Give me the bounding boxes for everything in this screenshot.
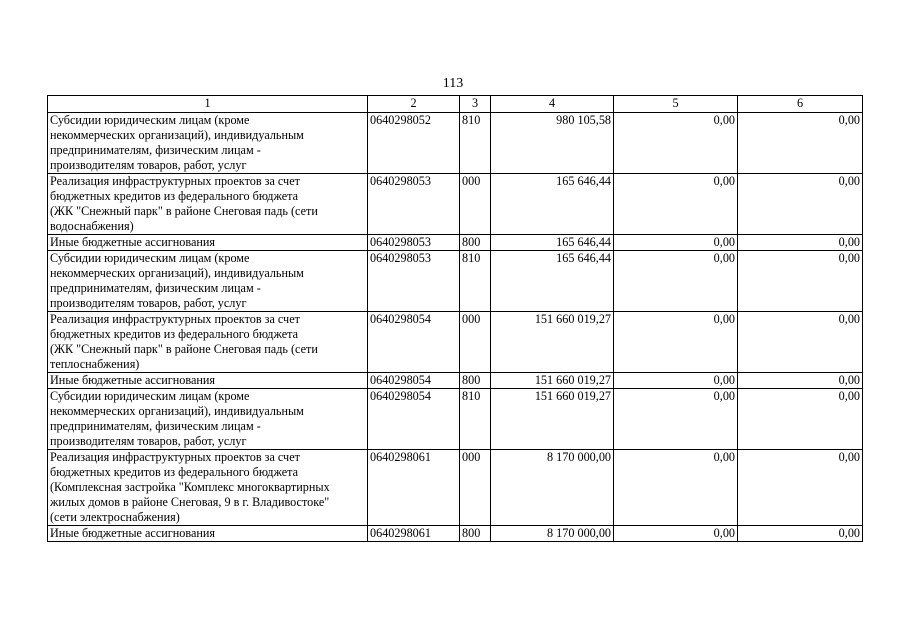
item-name-cell bbox=[48, 450, 368, 526]
item-name-line: некоммерческих организаций), индивидуальным bbox=[50, 128, 304, 142]
amount-col4-cell: 8 170 000,00 bbox=[491, 450, 614, 526]
item-name-line: (сети электроснабжения) bbox=[50, 510, 180, 524]
column-header: 4 bbox=[491, 96, 614, 113]
item-name-cell bbox=[48, 526, 368, 542]
amount-col4-cell: 165 646,44 bbox=[491, 251, 614, 312]
program-code-cell: 0640298061 bbox=[368, 526, 460, 542]
amount-col4-cell: 151 660 019,27 bbox=[491, 389, 614, 450]
column-header: 6 bbox=[738, 96, 863, 113]
amount-col5-cell: 0,00 bbox=[614, 373, 738, 389]
item-name-line: Иные бюджетные ассигнования bbox=[50, 373, 216, 387]
budget-table bbox=[47, 95, 863, 542]
amount-col6-cell: 0,00 bbox=[738, 526, 863, 542]
expense-type-cell: 000 bbox=[460, 312, 491, 373]
item-name-line: Иные бюджетные ассигнования bbox=[50, 235, 216, 249]
program-code-cell: 0640298054 bbox=[368, 312, 460, 373]
amount-col5-cell: 0,00 bbox=[614, 389, 738, 450]
amount-col4-cell: 8 170 000,00 bbox=[491, 526, 614, 542]
amount-col4-cell: 980 105,58 bbox=[491, 113, 614, 174]
amount-col5-cell: 0,00 bbox=[614, 450, 738, 526]
header-row bbox=[48, 96, 863, 113]
amount-col4-cell: 165 646,44 bbox=[491, 235, 614, 251]
amount-col6-cell: 0,00 bbox=[738, 251, 863, 312]
table-row bbox=[48, 450, 863, 526]
item-name-line: бюджетных кредитов из федерального бюджета bbox=[50, 465, 299, 479]
item-name-line: производителям товаров, работ, услуг bbox=[50, 296, 247, 310]
item-name-cell bbox=[48, 373, 368, 389]
program-code-cell: 0640298053 bbox=[368, 251, 460, 312]
item-name-line: предпринимателям, физическим лицам - bbox=[50, 419, 261, 433]
program-code-cell: 0640298053 bbox=[368, 235, 460, 251]
expense-type-cell: 810 bbox=[460, 389, 491, 450]
amount-col5-cell: 0,00 bbox=[614, 526, 738, 542]
item-name-line: Реализация инфраструктурных проектов за счет bbox=[50, 450, 300, 464]
expense-type-cell: 800 bbox=[460, 235, 491, 251]
amount-col4-cell: 151 660 019,27 bbox=[491, 312, 614, 373]
expense-type-cell: 800 bbox=[460, 373, 491, 389]
item-name-line: предпринимателям, физическим лицам - bbox=[50, 143, 261, 157]
column-header: 1 bbox=[48, 96, 368, 113]
table-row bbox=[48, 373, 863, 389]
amount-col6-cell: 0,00 bbox=[738, 312, 863, 373]
amount-col6-cell: 0,00 bbox=[738, 389, 863, 450]
table-row bbox=[48, 235, 863, 251]
table-row bbox=[48, 113, 863, 174]
program-code-cell: 0640298052 bbox=[368, 113, 460, 174]
expense-type-cell: 810 bbox=[460, 113, 491, 174]
program-code-cell: 0640298054 bbox=[368, 389, 460, 450]
expense-type-cell: 000 bbox=[460, 174, 491, 235]
amount-col6-cell: 0,00 bbox=[738, 174, 863, 235]
item-name-line: некоммерческих организаций), индивидуальным bbox=[50, 404, 304, 418]
column-header: 2 bbox=[368, 96, 460, 113]
table-row bbox=[48, 389, 863, 450]
amount-col6-cell: 0,00 bbox=[738, 235, 863, 251]
item-name-line: Субсидии юридическим лицам (кроме bbox=[50, 389, 250, 403]
table-row bbox=[48, 526, 863, 542]
amount-col5-cell: 0,00 bbox=[614, 312, 738, 373]
amount-col6-cell: 0,00 bbox=[738, 373, 863, 389]
item-name-line: бюджетных кредитов из федерального бюджета bbox=[50, 189, 299, 203]
program-code-cell: 0640298054 bbox=[368, 373, 460, 389]
table-row bbox=[48, 312, 863, 373]
amount-col4-cell: 151 660 019,27 bbox=[491, 373, 614, 389]
item-name-line: теплоснабжения) bbox=[50, 357, 140, 371]
item-name-cell bbox=[48, 113, 368, 174]
item-name-cell bbox=[48, 251, 368, 312]
item-name-cell bbox=[48, 389, 368, 450]
amount-col6-cell: 0,00 bbox=[738, 113, 863, 174]
item-name-line: (Комплексная застройка "Комплекс многоквартирных bbox=[50, 480, 330, 494]
expense-type-cell: 810 bbox=[460, 251, 491, 312]
table-row bbox=[48, 251, 863, 312]
item-name-cell bbox=[48, 174, 368, 235]
amount-col5-cell: 0,00 bbox=[614, 235, 738, 251]
amount-col4-cell: 165 646,44 bbox=[491, 174, 614, 235]
page-number: 113 bbox=[442, 76, 464, 91]
item-name-line: Субсидии юридическим лицам (кроме bbox=[50, 251, 250, 265]
item-name-line: водоснабжения) bbox=[50, 219, 134, 233]
amount-col5-cell: 0,00 bbox=[614, 174, 738, 235]
item-name-line: Субсидии юридическим лицам (кроме bbox=[50, 113, 250, 127]
item-name-cell bbox=[48, 312, 368, 373]
item-name-line: жилых домов в районе Снеговая, 9 в г. Владивостоке" bbox=[50, 495, 330, 509]
expense-type-cell: 800 bbox=[460, 526, 491, 542]
program-code-cell: 0640298061 bbox=[368, 450, 460, 526]
item-name-line: Иные бюджетные ассигнования bbox=[50, 526, 216, 540]
table-row bbox=[48, 174, 863, 235]
amount-col5-cell: 0,00 bbox=[614, 113, 738, 174]
item-name-line: производителям товаров, работ, услуг bbox=[50, 434, 247, 448]
column-header: 3 bbox=[460, 96, 491, 113]
item-name-line: производителям товаров, работ, услуг bbox=[50, 158, 247, 172]
item-name-cell bbox=[48, 235, 368, 251]
item-name-line: (ЖК "Снежный парк" в районе Снеговая падь (сети bbox=[50, 342, 318, 356]
program-code-cell: 0640298053 bbox=[368, 174, 460, 235]
amount-col5-cell: 0,00 bbox=[614, 251, 738, 312]
item-name-line: (ЖК "Снежный парк" в районе Снеговая падь (сети bbox=[50, 204, 318, 218]
amount-col6-cell: 0,00 bbox=[738, 450, 863, 526]
column-header: 5 bbox=[614, 96, 738, 113]
expense-type-cell: 000 bbox=[460, 450, 491, 526]
item-name-line: бюджетных кредитов из федерального бюджета bbox=[50, 327, 299, 341]
item-name-line: Реализация инфраструктурных проектов за счет bbox=[50, 174, 300, 188]
item-name-line: некоммерческих организаций), индивидуальным bbox=[50, 266, 304, 280]
item-name-line: Реализация инфраструктурных проектов за счет bbox=[50, 312, 300, 326]
item-name-line: предпринимателям, физическим лицам - bbox=[50, 281, 261, 295]
